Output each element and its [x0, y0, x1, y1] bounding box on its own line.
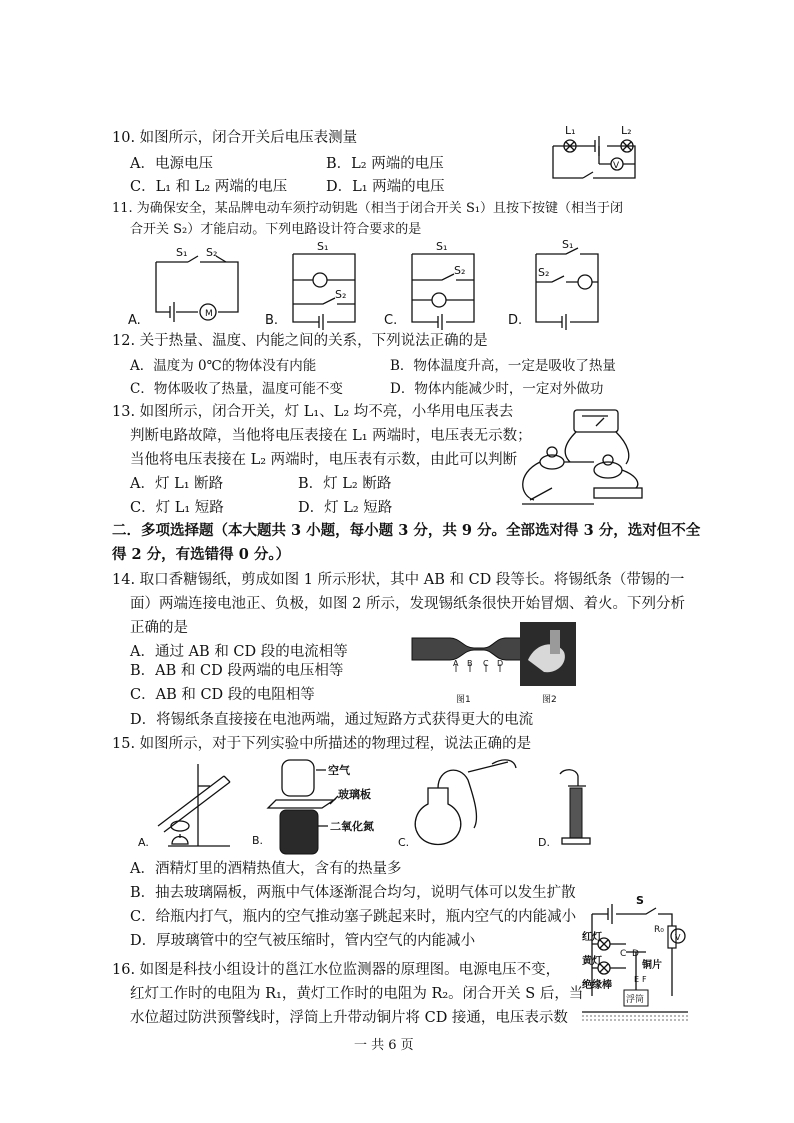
q11-option-b[interactable]: B. [265, 313, 279, 328]
q15-label-glass-plate: 玻璃板 [338, 788, 371, 801]
q13-circuit-photo [512, 404, 652, 512]
q11-option-d[interactable]: D. [508, 313, 523, 328]
q11-option-a[interactable]: A. [128, 313, 141, 328]
q13-option-c[interactable]: C．灯 L₁ 短路 [130, 500, 224, 516]
q11a-s2-label: S₂ [206, 246, 218, 259]
q14-point-b: B [467, 659, 473, 668]
q11-stem-line2: 合开关 S₂）才能启动。下列电路设计符合要求的是 [130, 222, 422, 237]
q16-yellow-lamp-label: 黄灯 [582, 956, 602, 967]
q16-water-level-circuit [582, 896, 692, 1038]
q15-figure-b [252, 756, 388, 856]
q13-option-b[interactable]: B．灯 L₂ 断路 [298, 476, 392, 492]
q12-option-d[interactable]: D．物体内能减少时，一定对外做功 [390, 381, 604, 397]
q16-copper-label: 铜片 [642, 960, 662, 971]
q14-stem-line1: 14. 取口香糖锡纸，剪成如图 1 所示形状，其中 AB 和 CD 段等长。将锡纸条（带锡的一 [112, 572, 685, 588]
q16-contact-d-label: D [632, 949, 639, 959]
q13-stem-line2: 判断电路故障，当他将电压表接在 L₁ 两端时，电压表无示数； [130, 428, 532, 444]
q11c-s1-label: S₁ [436, 240, 448, 253]
q16-float-label: 浮筒 [626, 995, 645, 1005]
q10-option-d[interactable]: D．L₁ 两端的电压 [326, 179, 445, 195]
q15-option-b[interactable]: B．抽去玻璃隔板，两瓶中气体逐渐混合均匀，说明气体可以发生扩散 [130, 885, 576, 901]
q16-stem-line3: 水位超过防洪预警线时，浮筒上升带动铜片将 CD 接通，电压表示数 [130, 1010, 568, 1026]
q12-stem: 12. 关于热量、温度、内能之间的关系，下列说法正确的是 [112, 333, 488, 349]
q14-figure-1 [410, 624, 530, 706]
q13-stem-line3: 当他将电压表接在 L₂ 两端时，电压表有示数，由此可以判断 [130, 452, 518, 468]
q14-stem-line3: 正确的是 [130, 620, 188, 636]
q11-option-c[interactable]: C. [384, 313, 398, 328]
q10-option-c[interactable]: C．L₁ 和 L₂ 两端的电压 [130, 179, 288, 195]
q15-label-no2: 二氧化氮 [330, 820, 374, 833]
page-footer: 一 共 6 页 [354, 1038, 414, 1053]
q11-circuit-c [384, 240, 494, 328]
q10-option-a[interactable]: A．电源电压 [130, 156, 213, 172]
q16-voltmeter-label: V [675, 933, 681, 942]
q14-option-c[interactable]: C．AB 和 CD 段的电阻相等 [130, 687, 315, 703]
q11-circuit-a [128, 248, 248, 328]
q11-circuit-d [508, 240, 618, 330]
q11-stem-line1: 11. 为确保安全，某品牌电动车须拧动钥匙（相当于闭合开关 S₁）且按下按键（相当于闭 [112, 201, 624, 216]
section2-header-line1: 二．多项选择题（本大题共 3 小题，每小题 3 分，共 9 分。全部选对得 3 分，选对但不全 [112, 522, 701, 539]
q16-stem-line1: 16. 如图是科技小组设计的邕江水位监测器的原理图。电源电压不变， [112, 962, 561, 978]
q15-label-air: 空气 [328, 764, 350, 777]
q14-point-a: A [453, 659, 459, 668]
q10-stem: 10. 如图所示，闭合开关后电压表测量 [112, 130, 358, 146]
q11b-s2-label: S₂ [335, 288, 347, 301]
q15-option-c[interactable]: C．给瓶内打气，瓶内的空气推动塞子跳起来时，瓶内空气的内能减小 [130, 909, 577, 925]
q11a-s1-label: S₁ [176, 246, 188, 259]
q15-figure-a-label: A. [138, 836, 149, 849]
q14-point-d: D [497, 659, 504, 668]
q11b-s1-label: S₁ [317, 240, 329, 253]
q15-option-d[interactable]: D．厚玻璃管中的空气被压缩时，管内空气的内能减小 [130, 933, 476, 949]
q15-figure-d [538, 764, 608, 856]
q14-stem-line2: 面）两端连接电池正、负极，如图 2 所示，发现锡纸条很快开始冒烟、着火。下列分析 [130, 596, 685, 612]
q11-circuit-b [265, 240, 375, 328]
q15-figure-a [138, 758, 248, 854]
q14-figure-1-caption: 图1 [456, 695, 471, 705]
q16-red-lamp-label: 红灯 [582, 932, 602, 943]
q16-switch-s-label: S [636, 894, 644, 907]
q16-insulating-rod-label: 绝缘棒 [582, 980, 612, 991]
q14-point-c: C [483, 659, 489, 668]
q15-stem: 15. 如图所示，对于下列实验中所描述的物理过程，说法正确的是 [112, 736, 532, 752]
q11a-motor-label: M [205, 309, 213, 319]
q13-option-d[interactable]: D．灯 L₂ 短路 [298, 500, 393, 516]
q10-fig-l1: L₁ [565, 124, 576, 137]
q10-option-b[interactable]: B．L₂ 两端的电压 [326, 156, 444, 172]
q14-option-a[interactable]: A．通过 AB 和 CD 段的电流相等 [130, 644, 348, 660]
q15-figure-c-label: C. [398, 836, 410, 849]
q12-option-c[interactable]: C．物体吸收了热量，温度可能不变 [130, 381, 343, 397]
q11d-s1-label: S₁ [562, 238, 574, 251]
q14-option-b[interactable]: B．AB 和 CD 段两端的电压相等 [130, 663, 344, 679]
q14-option-d[interactable]: D．将锡纸条直接接在电池两端，通过短路方式获得更大的电流 [130, 712, 534, 728]
q10-fig-v: V [613, 161, 620, 171]
q12-option-a[interactable]: A．温度为 0℃的物体没有内能 [130, 358, 317, 374]
section2-header-line2: 得 2 分，有选错得 0 分。） [112, 546, 291, 563]
q12-option-b[interactable]: B．物体温度升高，一定是吸收了热量 [390, 358, 616, 374]
q16-stem-line2: 红灯工作时的电阻为 R₁，黄灯工作时的电阻为 R₂。闭合开关 S 后，当 [130, 986, 584, 1002]
q11d-s2-label: S₂ [538, 266, 550, 279]
q10-circuit-figure [545, 124, 655, 194]
q14-figure-2 [520, 622, 578, 706]
q10-fig-l2: L₂ [621, 124, 632, 137]
q16-contact-c-label: C [620, 949, 627, 959]
q16-r0-label: R₀ [654, 925, 664, 935]
q16-contact-f-label: F [642, 975, 647, 984]
q11c-s2-label: S₂ [454, 264, 466, 277]
q15-figure-b-label: B. [252, 834, 264, 847]
q15-option-a[interactable]: A．酒精灯里的酒精热值大，含有的热量多 [130, 861, 402, 877]
q14-figure-2-caption: 图2 [542, 695, 557, 705]
q13-stem-line1: 13. 如图所示，闭合开关，灯 L₁、L₂ 均不亮，小华用电压表去 [112, 404, 514, 420]
q15-figure-c [398, 758, 528, 854]
q13-option-a[interactable]: A．灯 L₁ 断路 [130, 476, 224, 492]
q16-contact-e-label: E [634, 975, 640, 984]
q15-figure-d-label: D. [538, 836, 550, 849]
